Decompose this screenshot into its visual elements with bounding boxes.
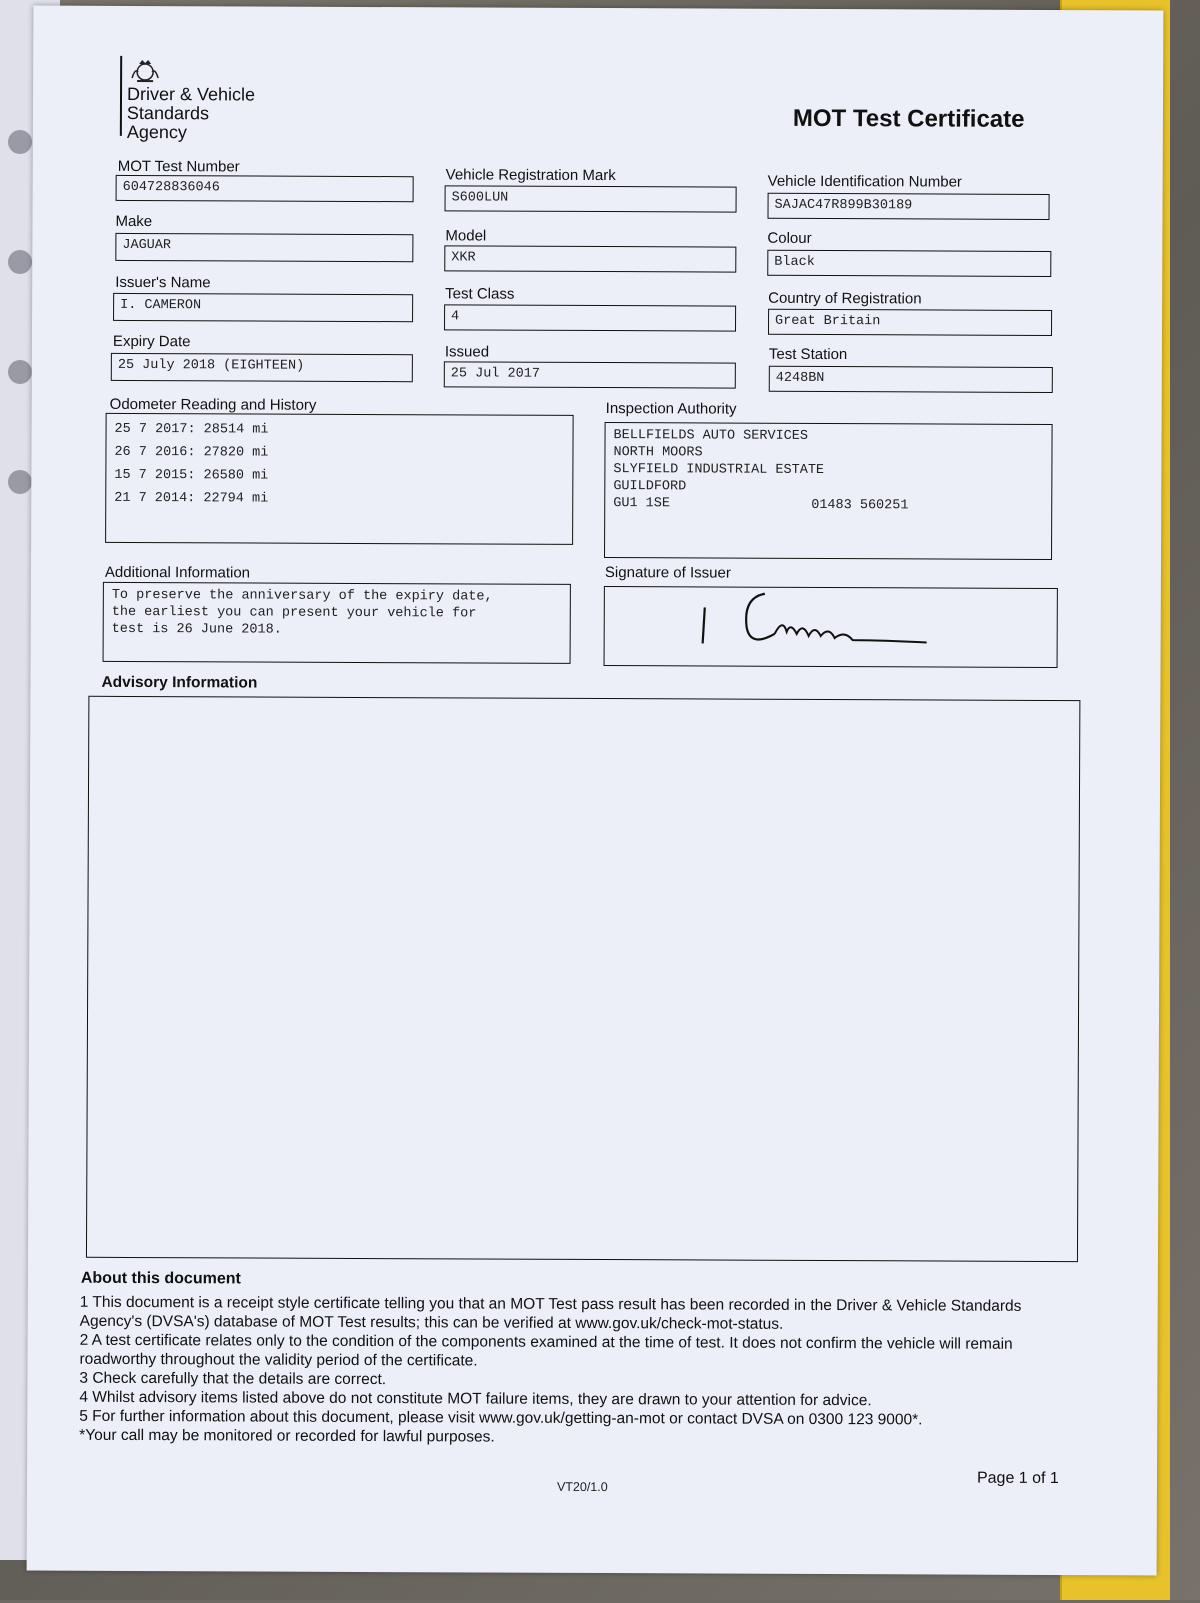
- odometer-entry: 26 7 2016: 27820 mi: [114, 444, 269, 461]
- country-value: Great Britain: [775, 313, 881, 330]
- mot-test-number-value: 604728836046: [122, 179, 220, 196]
- issuers-name-field: [113, 293, 413, 322]
- mot-test-number-field: [116, 175, 414, 202]
- vin-field: [767, 193, 1049, 220]
- mot-test-number-label: MOT Test Number: [117, 157, 240, 176]
- royal-crest-icon: [129, 58, 161, 84]
- issued-field: [444, 361, 736, 388]
- make-label: Make: [115, 212, 153, 231]
- expiry-date-label: Expiry Date: [112, 332, 191, 351]
- form-code: VT20/1.0: [556, 1479, 608, 1495]
- additional-information-label: Additional Information: [104, 563, 251, 582]
- test-station-label: Test Station: [768, 345, 848, 364]
- model-field: [444, 245, 736, 272]
- test-station-field: [769, 366, 1053, 393]
- address-line: NORTH MOORS: [613, 445, 703, 461]
- handwritten-signature: [695, 577, 955, 666]
- model-value: XKR: [451, 250, 476, 266]
- issued-label: Issued: [444, 343, 490, 361]
- advisory-box: [86, 696, 1080, 1262]
- certificate-page: [27, 6, 1164, 1576]
- page-number: Page 1 of 1: [976, 1469, 1059, 1488]
- address-line: GU1 1SE: [613, 496, 671, 512]
- test-class-value: 4: [451, 309, 460, 325]
- vin-label: Vehicle Identification Number: [767, 172, 962, 191]
- test-station-value: 4248BN: [775, 370, 825, 386]
- inspection-authority-label: Inspection Authority: [605, 400, 737, 418]
- vin-value: SAJAC47R899B30189: [774, 197, 913, 214]
- test-class-label: Test Class: [445, 285, 515, 303]
- issued-value: 25 Jul 2017: [450, 366, 540, 382]
- make-value: JAGUAR: [122, 237, 172, 254]
- issuers-name-value: I. CAMERON: [120, 297, 202, 314]
- signature-box: [604, 586, 1058, 668]
- advisory-label: Advisory Information: [101, 673, 258, 692]
- additional-information-box: [103, 582, 571, 664]
- odometer-entry: 21 7 2014: 22794 mi: [114, 490, 269, 507]
- expiry-date-value: 25 July 2018 (EIGHTEEN): [117, 357, 305, 374]
- odometer-label: Odometer Reading and History: [109, 395, 317, 414]
- country-field: [768, 309, 1052, 336]
- colour-label: Colour: [767, 229, 812, 247]
- expiry-date-field: [111, 353, 413, 382]
- vehicle-registration-value: S600LUN: [451, 190, 509, 206]
- address-line: GUILDFORD: [613, 479, 687, 495]
- about-item: 2 A test certificate relates only to the condition of the components examined at the time of test. It does not confirm the vehicle will remain roadworthy throughout the validity period of the certificate.: [79, 1331, 1013, 1370]
- model-label: Model: [445, 227, 487, 245]
- address-line: BELLFIELDS AUTO SERVICES: [613, 428, 809, 444]
- about-footnote: *Your call may be monitored or recorded for lawful purposes.: [79, 1426, 495, 1446]
- address-line: SLYFIELD INDUSTRIAL ESTATE: [613, 462, 825, 478]
- issuers-name-label: Issuer's Name: [115, 273, 211, 292]
- agency-divider: [120, 56, 122, 136]
- agency-name: Driver & Vehicle Standards Agency: [126, 83, 256, 143]
- colour-value: Black: [774, 254, 815, 270]
- test-class-field: [444, 304, 736, 331]
- make-field: [115, 233, 413, 262]
- about-item: 4 Whilst advisory items listed above do not constitute MOT failure items, they are drawn to your attention for advice.: [79, 1388, 872, 1410]
- inspection-authority-phone: 01483 560251: [811, 497, 909, 514]
- additional-information-text: To preserve the anniversary of the expiry date, the earliest you can present your vehicle for test is 26 June 2018.: [111, 587, 493, 638]
- odometer-entry: 15 7 2015: 26580 mi: [114, 467, 269, 484]
- about-item: 1 This document is a receipt style certificate telling you that an MOT Test pass result has been recorded in the Driver & Vehicle Standards Agency's (DVSA's) database of MOT Test results; this can be verified at www.gov.uk/check-mot-status.: [79, 1293, 1022, 1333]
- inspection-authority-box: [604, 422, 1053, 560]
- inspection-authority-address: [613, 427, 824, 513]
- vehicle-registration-label: Vehicle Registration Mark: [445, 166, 616, 185]
- odometer-entry: 25 7 2017: 28514 mi: [114, 421, 269, 438]
- colour-field: [767, 250, 1051, 277]
- odometer-history: [114, 418, 268, 511]
- about-item: 3 Check carefully that the details are correct.: [79, 1369, 387, 1389]
- vehicle-registration-field: [445, 185, 737, 212]
- about-list: [79, 1293, 1080, 1449]
- about-item: 5 For further information about this document, please visit www.gov.uk/getting-an-mot or contact DVSA on 0300 123 9000*.: [79, 1407, 923, 1429]
- odometer-box: [105, 413, 574, 545]
- page-title: MOT Test Certificate: [792, 104, 1025, 133]
- signature-label: Signature of Issuer: [604, 564, 731, 582]
- country-label: Country of Registration: [768, 289, 922, 308]
- about-heading: About this document: [80, 1269, 241, 1288]
